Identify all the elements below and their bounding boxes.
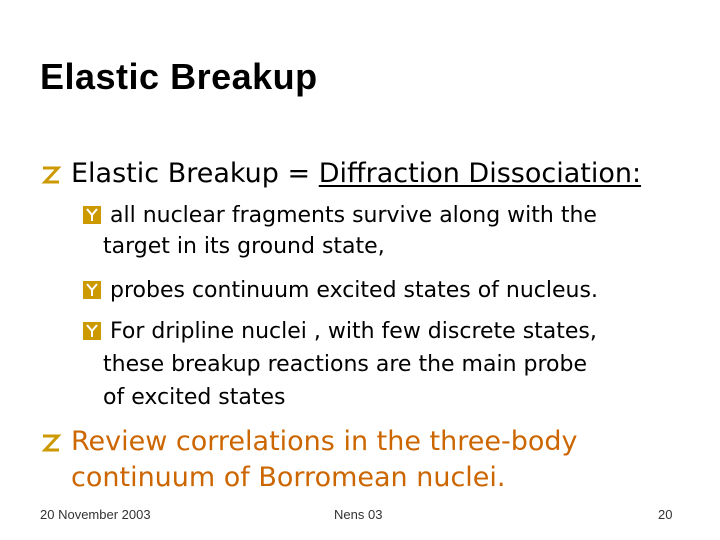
sub-bullet-probes-line-1: probes continuum excited states of nucleus. — [110, 278, 598, 303]
sub-bullet-dripline-line-3: of excited states — [103, 385, 286, 410]
sub-bullet-fragments — [82, 200, 682, 264]
z-bullet-icon — [40, 432, 62, 454]
bullet-review-line-1: Review correlations in the three-body — [71, 426, 578, 457]
y-box-bullet-icon — [82, 280, 102, 300]
bullet-review-correlations — [40, 425, 700, 497]
sub-bullet-probes — [82, 275, 682, 307]
sub-bullet-fragments-line-2: target in its ground state, — [103, 234, 385, 259]
sub-bullet-dripline-line-2: these breakup reactions are the main probe — [103, 352, 587, 377]
y-box-bullet-icon — [82, 321, 102, 341]
z-bullet-icon — [40, 164, 62, 186]
bullet-elastic-breakup — [40, 157, 700, 191]
sub-bullet-fragments-line-1: all nuclear fragments survive along with the — [110, 203, 597, 228]
footer-center: Nens 03 — [334, 507, 383, 522]
sub-bullet-dripline — [82, 316, 682, 412]
y-box-bullet-icon — [82, 205, 102, 225]
bullet-review-line-2: continuum of Borromean nuclei. — [71, 462, 506, 493]
bullet-elastic-breakup-prefix: Elastic Breakup = — [71, 158, 319, 189]
footer-date: 20 November 2003 — [40, 507, 151, 522]
bullet-elastic-breakup-text — [71, 157, 641, 191]
slide-title: Elastic Breakup — [40, 56, 318, 97]
sub-bullet-dripline-line-1: For dripline nuclei , with few discrete states, — [110, 319, 597, 344]
footer-page-number: 20 — [658, 507, 673, 522]
bullet-elastic-breakup-underlined: Diffraction Dissociation: — [318, 158, 642, 189]
